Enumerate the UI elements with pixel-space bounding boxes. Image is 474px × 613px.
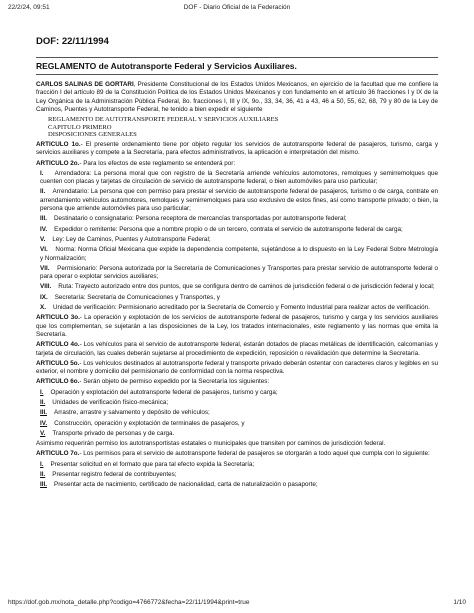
fraction-number: IX. [40,293,48,301]
fraction-text: Arrendatario: La persona que con permiso para prestar el servicio de autotransporte federal de pasajeros, turismo o de carga, contrate en arrendamiento vehículos automotores, remolques y semirremolques para uso exclusivo de estos fines, así como transporte privado; o bien, la persona que arriende automóviles para uso particular; [40,188,438,213]
fraction-text: Operación y explotación del autotransporte federal de pasajeros, turismo y carga; [50,388,278,396]
article-text: - El presente ordenamiento tiene por objeto regular los servicios de autotransporte federal de pasajeros, turismo, carga y servicios auxiliares y compete a la Secretaría, para efectos administrativos, la aplicación e interpretación del mismo. [36,140,438,157]
asimismo-paragraph: Asimismo requerirán permiso los autotransportistas estatales o municipales que transiten por caminos de jurisdicción federal. [36,440,386,448]
fraction-text: Permisionario: Persona autorizada por la Secretaría de Comunicaciones y Transportes para prestar servicio de autotransporte federal o para operar o explotar servicios auxiliares; [40,264,439,281]
fraction-number: IV. [40,225,48,233]
article-label: ARTICULO 4o. [36,341,80,349]
preamble [36,81,438,114]
article-label: ARTICULO 1o. [36,140,81,148]
fraction-item [40,236,438,244]
fraction-number: II. [40,188,46,196]
article-6 [36,378,438,386]
fraction-item [40,471,438,479]
article-text: - Los vehículos para el servicio de autotransporte federal, estarán dotados de placas metálicas de identificación, calcomanías y tarjeta de circulación, las cuales deberán sujetarse al procedimiento de expedición, reposición o revalidación que determine la Secretaría. [36,341,438,357]
fraction-item [40,226,438,234]
article-3 [36,314,438,339]
fraction-item [40,294,438,302]
browser-print-header [8,4,466,14]
fraction-number: X. [40,304,46,312]
fraction-text: Arrastre, arrastre y salvamento y depósito de vehículos; [54,409,210,417]
article-5 [36,360,438,377]
fraction-number: IV. [40,419,48,427]
fraction-number: I. [40,169,44,177]
article-1 [36,141,438,158]
fraction-text: Expedidor o remitente: Persona que a nombre propio o de un tercero, contrata el servicio de autotransporte federal de carga; [54,225,403,233]
article-7 [36,450,438,458]
fraction-text: Unidad de verificación: Permisionario acreditado por la Secretaría de Comercio y Fomento Industrial para realizar actos de verificación. [52,304,430,312]
fraction-text: Arrendadora: La persona moral que con registro de la Secretaría arriende vehículos automotores, remolques y semirremolques que cuenten con placas y tarjetas de circulación de servicio de autotransporte federal, o bien automóviles para uso particular; [40,169,439,186]
print-site-title: DOF - Diario Oficial de la Federación [183,4,291,11]
article-4 [36,341,438,358]
print-datetime: 22/2/24, 09:51 [8,4,50,11]
fraction-number: I. [40,388,44,396]
fraction-item [40,481,438,489]
article-7-fractions [36,461,438,490]
fraction-text: Transporte privado de personas y de carga. [52,429,175,437]
regulation-heading: REGLAMENTO DE AUTOTRANSPORTE FEDERAL Y SERVICIOS AUXILIARES [48,116,279,124]
document-body [36,36,438,490]
fraction-item [40,188,438,213]
fraction-text: Presentar registro federal de contribuyentes; [52,471,177,479]
article-label: ARTICULO 6o. [36,378,80,386]
title-divider-bottom [36,74,438,75]
fraction-number: V. [40,429,46,437]
fraction-text: Destinatario o consignatario: Persona receptora de mercancías transportadas por autotransporte federal; [54,215,347,223]
fraction-text: Presentar acta de nacimiento, certificado de nacionalidad, carta de naturalización o pasaporte; [54,481,318,489]
article-text: - Los vehículos destinados al autotransporte federal y transporte privado deberán ostentar con caracteres claros y legibles en su exterior, el nombre y domicilio del permisionario de conformidad con la norma respectiva. [36,359,438,376]
fraction-number: V. [40,235,46,243]
article-text: - Los permisos para el servicio de autotransporte federal de pasajeros se otorgarán a todo aquel que cumpla con lo siguiente: [79,450,430,458]
fraction-text: Construcción, operación y explotación de terminales de pasajeros, y [54,419,245,427]
browser-print-footer [8,599,466,609]
title-divider [36,57,438,58]
document-title: REGLAMENTO de Autotransporte Federal y Servicios Auxiliares. [36,61,297,71]
fraction-text: Norma: Norma Oficial Mexicana que expide la dependencia competente, sujetándose a lo dispuesto en la Ley Federal Sobre Metrología y Normalización; [40,246,438,262]
chapter-heading: CAPITULO PRIMERO [48,123,112,131]
fraction-number: III. [40,409,47,417]
fraction-number: I. [40,460,44,468]
fraction-item [40,399,438,407]
article-text: - La operación y explotación de los servicios de autotransporte federal de pasajeros, turismo y carga y los servicios auxiliares que los complementan, se sujetarán a las disposiciones de la Ley, los tratados internacionales, este reglamento y las normas que emita la Secretaría. [36,314,438,338]
fraction-number: II. [40,398,46,406]
fraction-number: II. [40,471,46,479]
article-6-fractions [36,389,438,438]
fraction-item [40,409,438,417]
fraction-item [40,420,438,428]
article-text: - Para los efectos de este reglamento se entenderá por: [79,159,236,167]
page-number: 1/10 [453,599,466,606]
article-2-fractions [36,170,438,312]
fraction-text: Presentar solicitud en el formato que para tal efecto expida la Secretaría; [50,460,255,468]
fraction-item [40,246,438,263]
fraction-number: VII. [40,264,50,272]
fraction-item [40,304,438,312]
article-label: ARTICULO 5o. [36,359,80,367]
article-label: ARTICULO 7o. [36,450,80,458]
fraction-text: Ley: Ley de Caminos, Puentes y Autotransporte Federal; [52,235,211,243]
article-2 [36,160,438,168]
fraction-text: Ruta: Trayecto autorizado entre dos puntos, que se configura dentro de caminos de jurisdicción federal o de jurisdicción federal y local; [58,283,435,291]
article-label: ARTICULO 2o. [36,159,80,167]
fraction-number: III. [40,481,47,489]
section-heading: DISPOSICIONES GENERALES [48,131,137,139]
fraction-item [40,461,438,469]
fraction-item [40,265,438,282]
fraction-item [40,170,438,187]
fraction-item [40,430,438,438]
president-name: CARLOS SALINAS DE GORTARI [36,81,134,88]
fraction-item [40,389,438,397]
fraction-text: Secretaría: Secretaría de Comunicaciones y Transportes, y [54,293,220,301]
article-text: - Serán objeto de permiso expedido por la Secretaría los siguientes: [79,378,270,386]
dof-date: DOF: 22/11/1994 [36,36,109,47]
article-label: ARTICULO 3o. [36,314,80,322]
fraction-number: VIII. [40,283,52,291]
fraction-text: Unidades de verificación físico-mecánica; [52,398,169,406]
fraction-number: VI. [40,246,48,254]
print-url: https://dof.gob.mx/nota_detalle.php?codigo=4766772&fecha=22/11/1994&print=true [8,599,250,606]
fraction-number: III. [40,215,47,223]
preamble-text: , Presidente Constitucional de los Estados Unidos Mexicanos, en ejercicio de la facultad que me confiere la fracción I del artículo 89 de la Constitución Política de los Estados Unidos Mexicanos y con fundamento en el artículo 36 fracciones I y IX de la Ley Orgánica de la Administración Pública Federal, 8o. fracciones I, III y IX, 9o., 33, 34, 36, 41 a 43, 46 a 50, 55, 62, 68, 79 y 80 de la Ley de Caminos, Puentes y Autotransporte Federal, he tenido a bien expedir el siguiente [36,81,438,113]
fraction-item [40,215,438,223]
fraction-item [40,283,438,291]
